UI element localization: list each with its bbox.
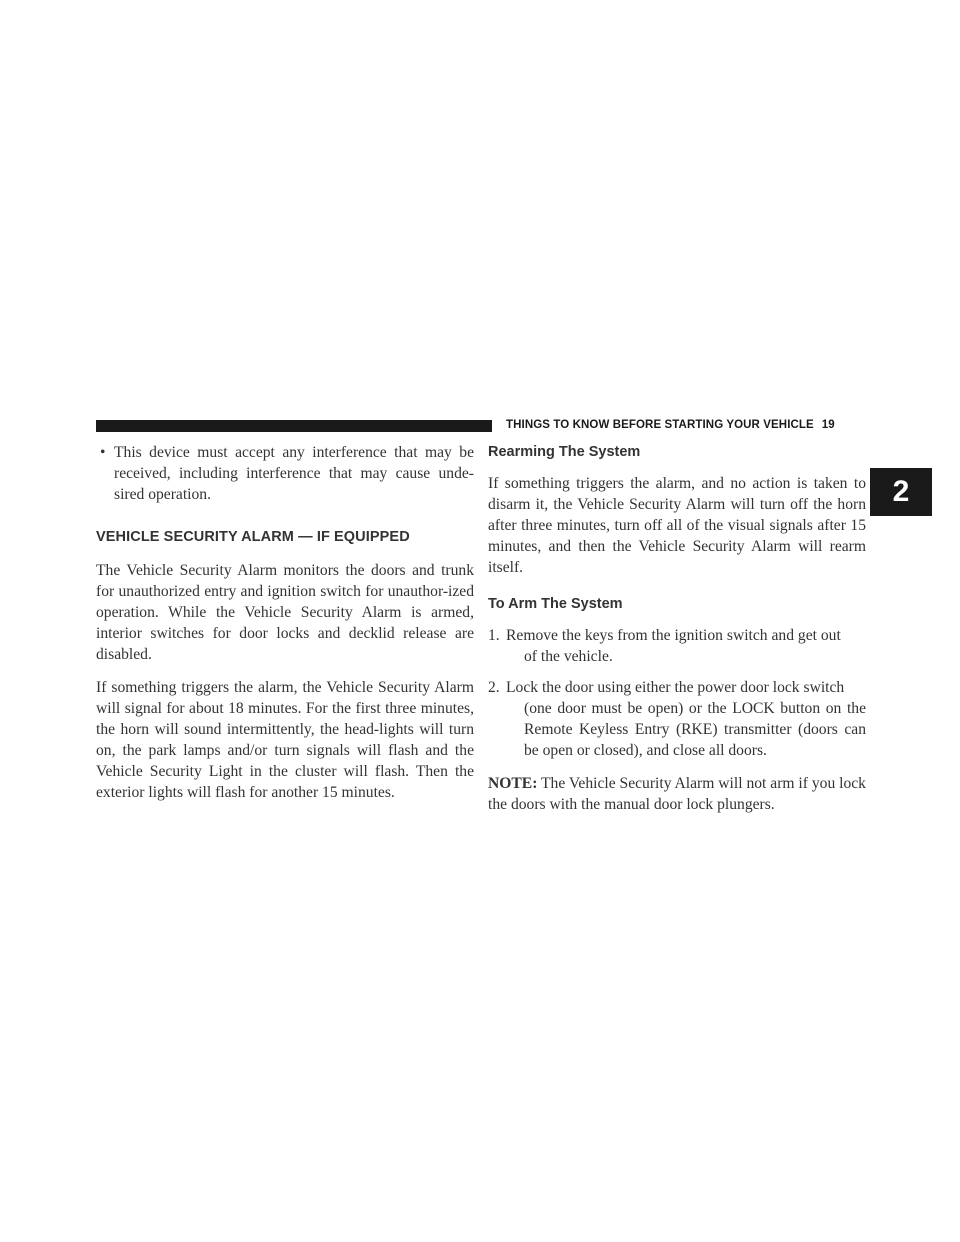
paragraph: If something triggers the alarm, the Vehicle Security Alarm will signal for about 18 minutes. For the first three minutes, the horn will sound intermittently, the head-lights will turn on, the park lamps and/or turn signals will flash and the Vehicle Security Light in the cluster will flash. Then the exterior lights will flash for another 15 minutes. — [96, 679, 474, 801]
step-text: Lock the door using either the power door lock switch — [506, 679, 845, 696]
page-number: 19 — [821, 419, 835, 431]
note-text: The Vehicle Security Alarm will not arm if you lock the doors with the manual door lock plungers. — [488, 775, 866, 813]
paragraph: If something triggers the alarm, and no action is taken to disarm it, the Vehicle Security Alarm will turn off the horn after three minutes, turn off all of the visual signals after 15 minutes, and then the Vehicle Security Alarm will rearm itself. — [488, 475, 866, 576]
paragraph: The Vehicle Security Alarm monitors the doors and trunk for unauthorized entry and ignition switch for unauthor-ized operation. While the Vehicle Security Alarm is armed, interior switches for door locks and decklid release are disabled. — [96, 562, 474, 663]
subheading-arming: To Arm The System — [488, 596, 623, 612]
bullet-dot: • — [100, 444, 106, 461]
header-rule — [96, 420, 492, 432]
right-column — [488, 442, 866, 827]
note — [488, 773, 866, 815]
left-column — [96, 442, 474, 815]
running-header — [506, 419, 835, 431]
step-1 — [488, 625, 866, 667]
section-title: THINGS TO KNOW BEFORE STARTING YOUR VEHICLE — [506, 419, 814, 431]
section-heading: VEHICLE SECURITY ALARM — IF EQUIPPED — [96, 529, 410, 545]
bullet-text: This device must accept any interference that may be received, including interference that may cause unde-sired operation. — [114, 444, 474, 503]
step-text-continued: (one door must be open) or the LOCK button on the Remote Keyless Entry (RKE) transmitter (doors can be open or closed), and close all doors. — [524, 700, 866, 759]
chapter-tab: 2 — [870, 468, 932, 516]
note-label: NOTE: — [488, 775, 538, 792]
bullet-item — [96, 442, 474, 505]
subheading-rearming: Rearming The System — [488, 444, 641, 460]
step-text: Remove the keys from the ignition switch and get out — [506, 627, 841, 644]
step-number: 1. — [488, 627, 500, 644]
step-text-continued: of the vehicle. — [524, 648, 613, 665]
step-number: 2. — [488, 679, 500, 696]
step-2 — [488, 677, 866, 761]
